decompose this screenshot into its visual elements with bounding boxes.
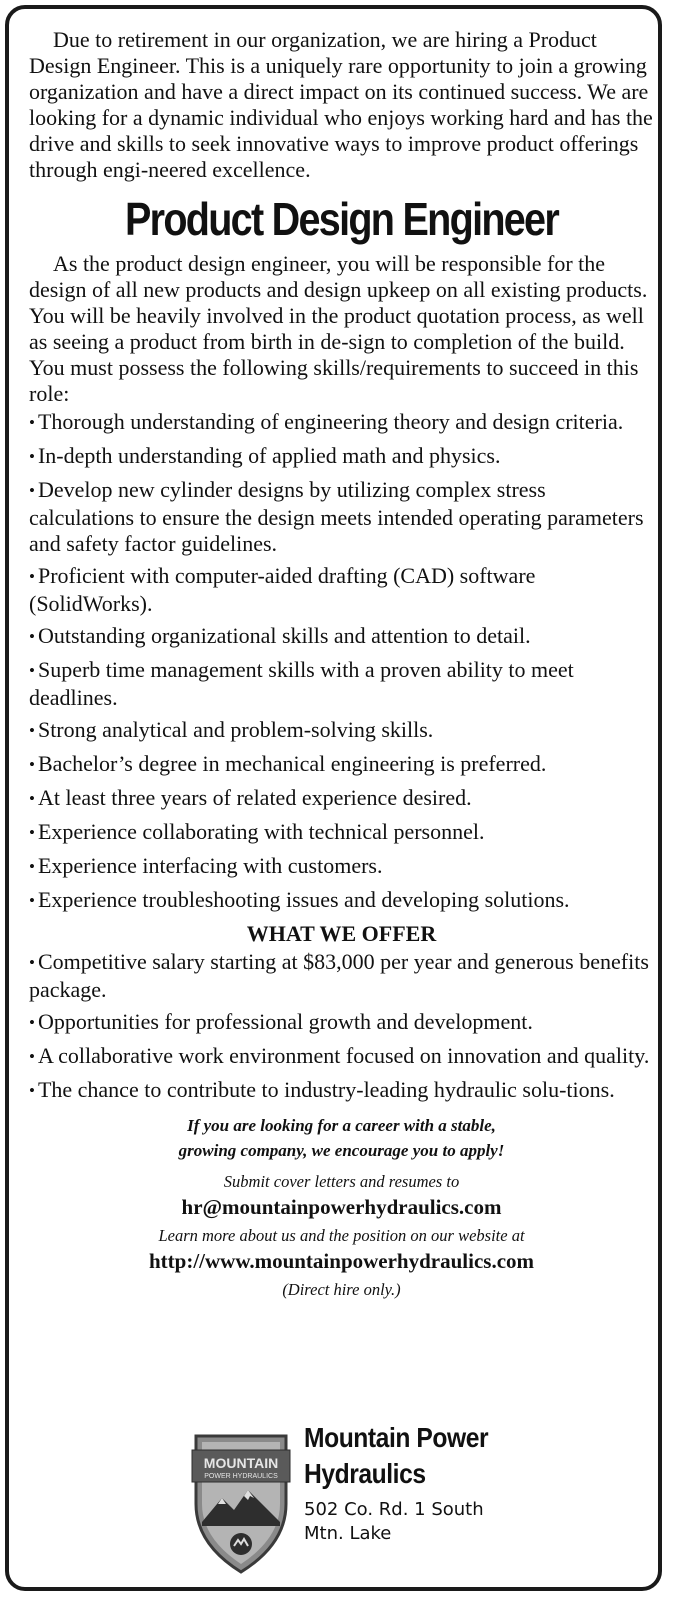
closing-message	[29, 1113, 654, 1163]
mountain-shield-logo-icon	[188, 1426, 294, 1576]
list-item: • Experience interfacing with customers.	[29, 853, 383, 878]
intro-paragraph: Due to retirement in our organization, we are hiring a Product Design Engineer. This is a uniquely rare opportunity to join a growing organization and have a direct impact on its continued success. We are looking for a dynamic individual who enjoys working hard and has the drive and skills to seek innovative ways to improve product offerings through engi-neered excellence.	[29, 27, 653, 182]
offer-heading: WHAT WE OFFER	[246, 921, 437, 946]
list-item: • Experience troubleshooting issues and developing solutions.	[29, 887, 570, 912]
company-address	[304, 1498, 644, 1546]
list-item: • Develop new cylinder designs by utilizing complex stress calculations to ensure the design meets intended operating parameters and safety factor guidelines.	[29, 477, 644, 556]
list-item: • In-depth understanding of applied math and physics.	[29, 443, 501, 468]
requirements-list	[29, 409, 654, 915]
list-item: • Opportunities for professional growth and development.	[29, 1009, 533, 1034]
list-item: • Outstanding organizational skills and attention to detail.	[29, 623, 531, 648]
company-footer	[188, 1420, 648, 1580]
list-item: • Thorough understanding of engineering theory and design criteria.	[29, 409, 624, 434]
list-item: • Superb time management skills with a proven ability to meet deadlines.	[29, 657, 574, 710]
closing-line: If you are looking for a career with a stable,	[187, 1116, 496, 1135]
logo-word: POWER HYDRAULICS	[204, 1473, 278, 1480]
logo-word: MOUNTAIN	[203, 1455, 279, 1471]
job-title: Product Design Engineer	[124, 193, 559, 245]
list-item: • Bachelor’s degree in mechanical engineering is preferred.	[29, 751, 547, 776]
offers-list	[29, 949, 654, 1105]
direct-hire-note: (Direct hire only.)	[282, 1280, 401, 1299]
address-line: Mtn. Lake	[304, 1523, 392, 1544]
company-info	[304, 1420, 644, 1546]
list-item: • The chance to contribute to industry-leading hydraulic solu-tions.	[29, 1077, 615, 1102]
company-name: Hydraulics	[304, 1458, 426, 1489]
list-item: • At least three years of related experience desired.	[29, 785, 472, 810]
role-description: As the product design engineer, you will be responsible for the design of all new products and design upkeep on all existing products. You will be heavily involved in the product quotation process, as well as seeing a product from birth in de-sign to completion of the build. You must possess the following skills/requirements to succeed in this role:	[29, 251, 648, 406]
email-link[interactable]: hr@mountainpowerhydraulics.com	[181, 1195, 502, 1219]
learn-label: Learn more about us and the position on our website at	[158, 1226, 525, 1245]
job-ad	[29, 27, 654, 1301]
list-item: • Competitive salary starting at $83,000 per year and generous benefits package.	[29, 949, 649, 1002]
company-name: Mountain Power	[304, 1422, 489, 1453]
website-link[interactable]: http://www.mountainpowerhydraulics.com	[148, 1249, 535, 1273]
list-item: • A collaborative work environment focused on innovation and quality.	[29, 1043, 650, 1068]
closing-line: growing company, we encourage you to apply!	[178, 1141, 505, 1160]
submit-label: Submit cover letters and resumes to	[223, 1172, 460, 1191]
address-line: 502 Co. Rd. 1 South	[304, 1499, 484, 1520]
list-item: • Experience collaborating with technical personnel.	[29, 819, 485, 844]
list-item: • Proficient with computer-aided drafting (CAD) software (SolidWorks).	[29, 563, 536, 616]
list-item: • Strong analytical and problem-solving skills.	[29, 717, 434, 742]
